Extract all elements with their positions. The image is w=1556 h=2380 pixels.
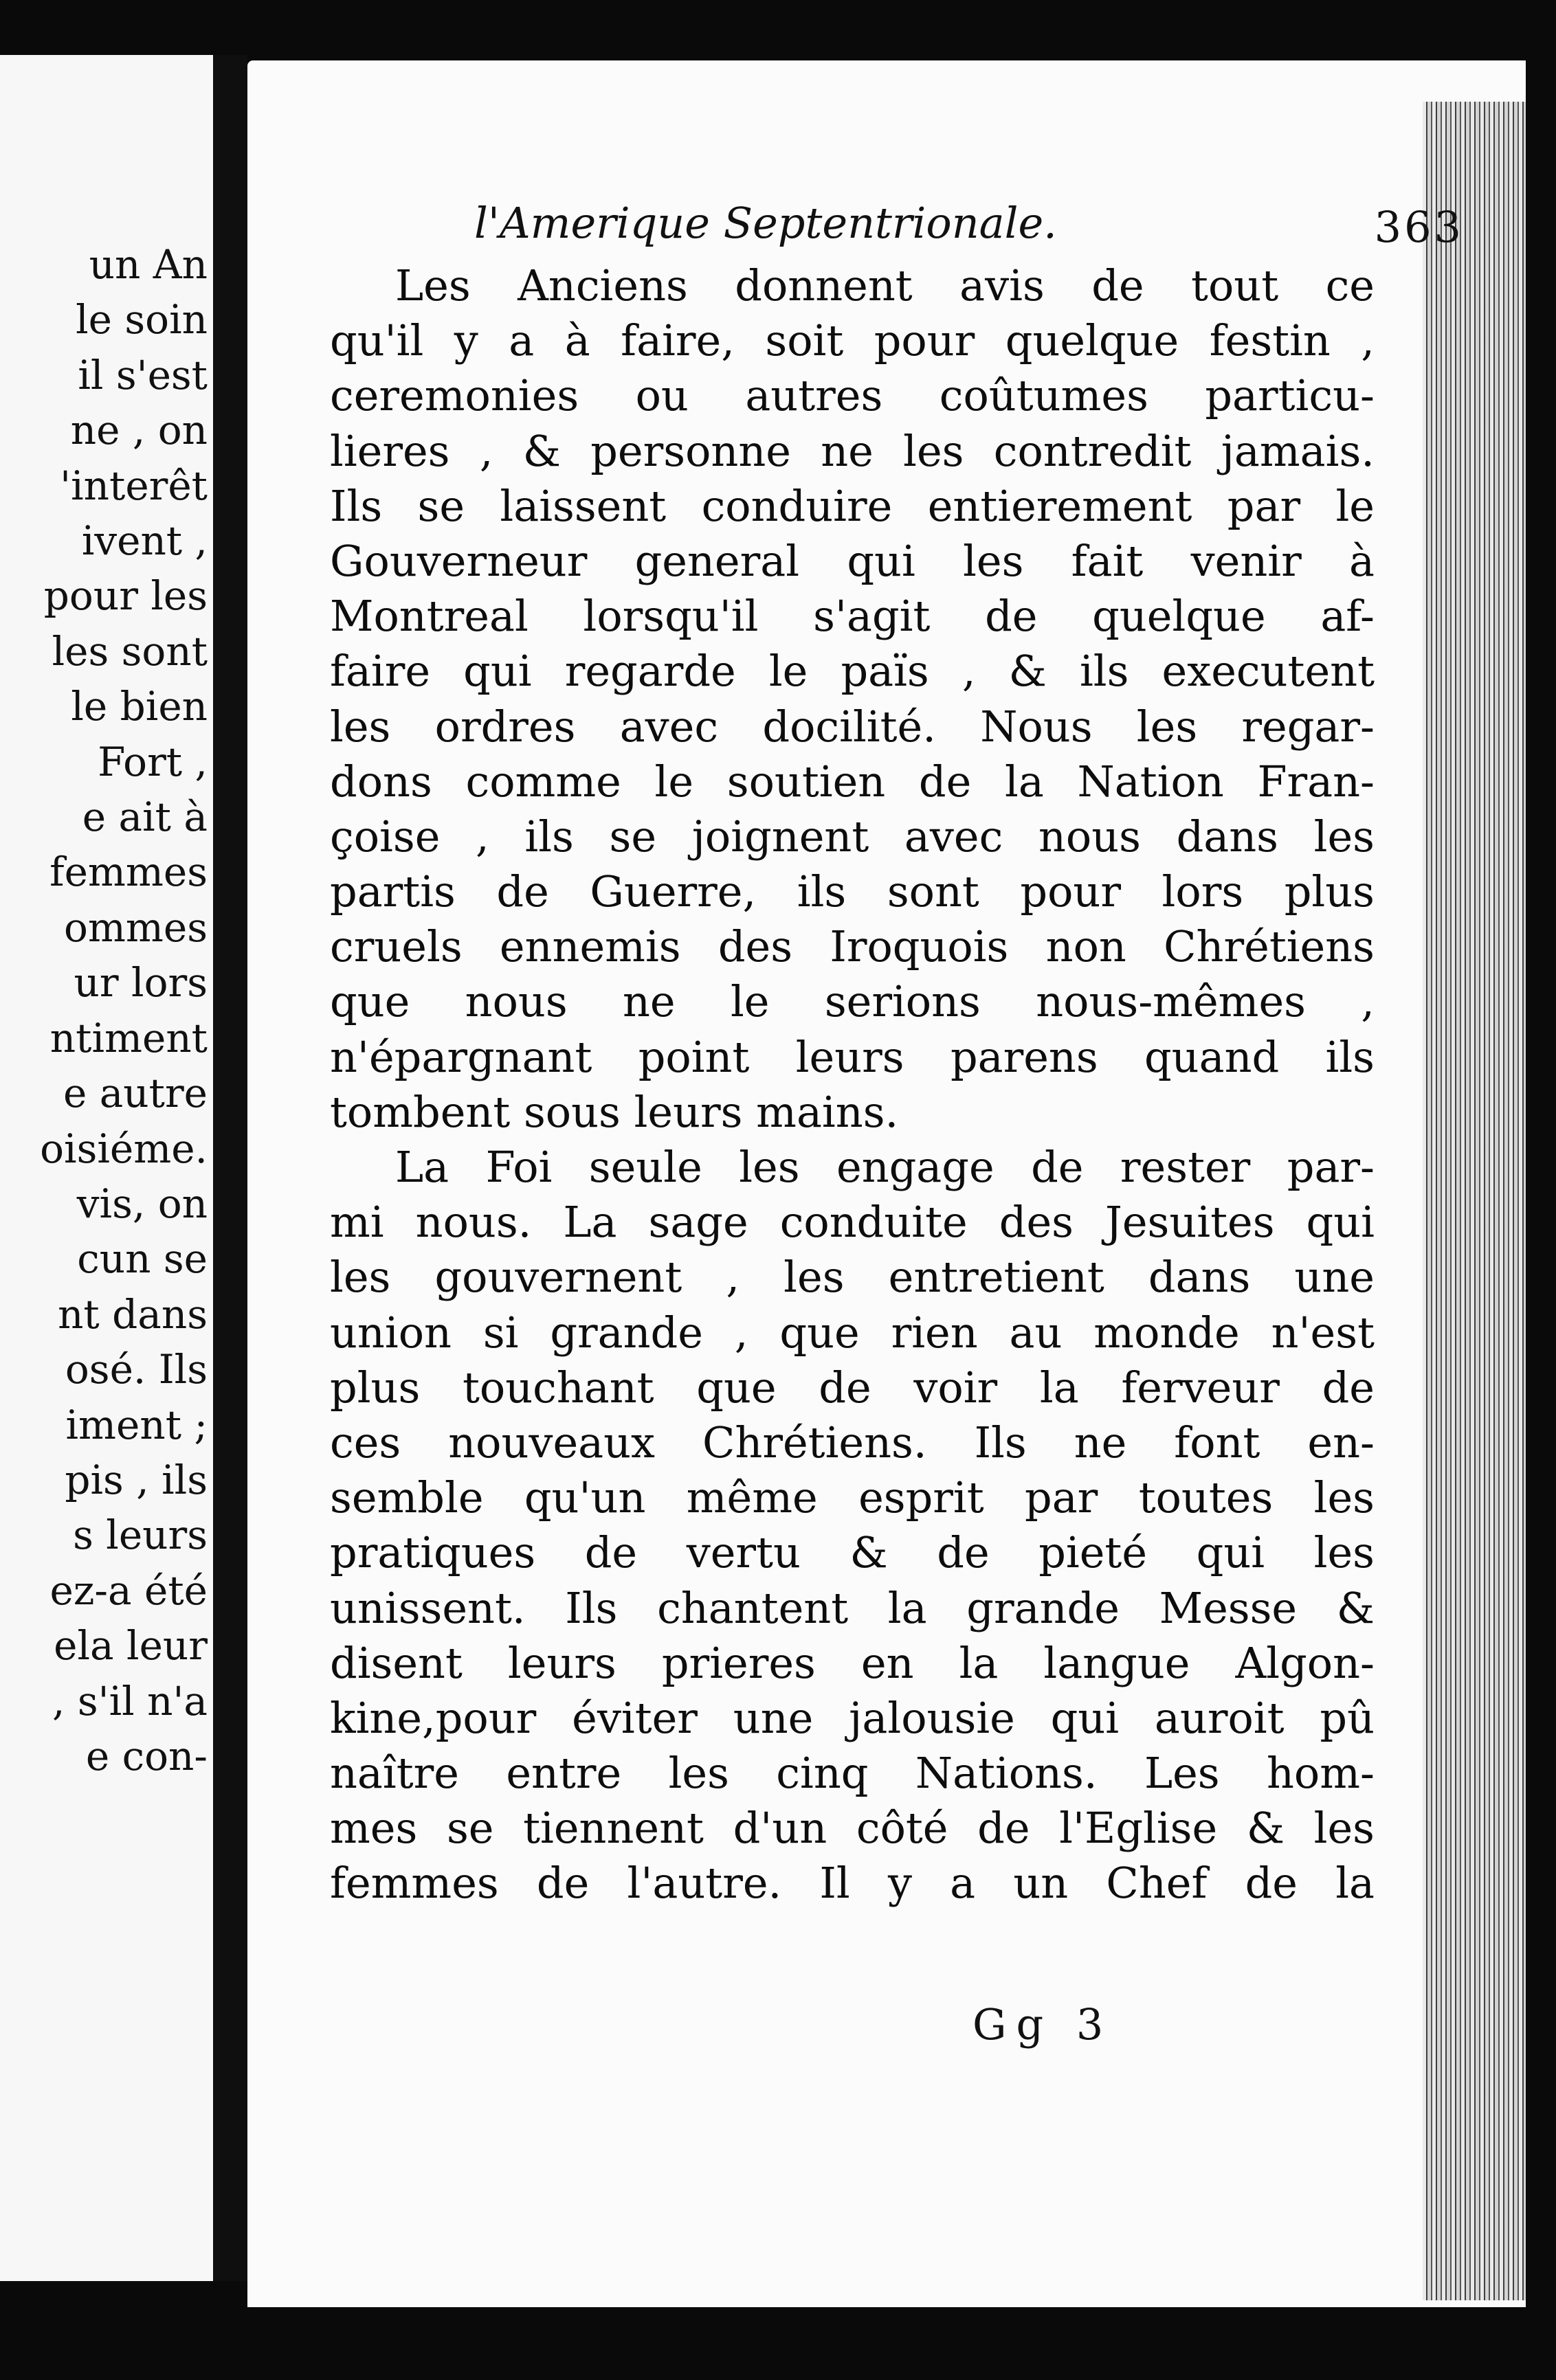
- left-line: , s'il n'a: [52, 1677, 208, 1725]
- left-line: e ait à: [82, 794, 208, 841]
- left-line: ez-a été: [49, 1567, 208, 1614]
- text-line: faire qui regarde le païs , & ils executent: [330, 646, 1375, 697]
- text-line: çoise , ils se joignent avec nous dans les: [330, 811, 1375, 862]
- left-line: nt dans: [58, 1290, 208, 1338]
- left-line: ne , on: [70, 407, 208, 454]
- text-line: les gouvernent , les entretient dans une: [330, 1252, 1375, 1303]
- left-line: pis , ils: [65, 1456, 208, 1503]
- left-line: le soin: [76, 296, 208, 344]
- left-line: les sont: [52, 627, 208, 675]
- text-line: femmes de l'autre. Il y a un Chef de la: [330, 1858, 1375, 1909]
- text-line: ceremonies ou autres coûtumes particu-: [330, 370, 1375, 421]
- left-line: il s'est: [78, 351, 208, 398]
- page-number: 363: [1374, 202, 1464, 252]
- right-page: [247, 60, 1526, 2307]
- text-line: mi nous. La sage conduite des Jesuites qui: [330, 1197, 1375, 1248]
- text-line: qu'il y a à faire, soit pour quelque festin ,: [330, 315, 1375, 366]
- left-line: oisiéme.: [40, 1125, 208, 1172]
- book-gutter: [213, 55, 247, 2281]
- text-line: n'épargnant point leurs parens quand ils: [330, 1031, 1375, 1082]
- text-line: disent leurs prieres en la langue Algon-: [330, 1637, 1375, 1688]
- left-line: ntiment: [49, 1014, 208, 1062]
- text-line: Montreal lorsqu'il s'agit de quelque af-: [330, 591, 1375, 642]
- text-line: Ils se laissent conduire entierement par le: [330, 480, 1375, 531]
- text-line: partis de Guerre, ils sont pour lors plus: [330, 866, 1375, 917]
- text-line: dons comme le soutien de la Nation Fran-: [330, 756, 1375, 807]
- left-line: ivent ,: [81, 517, 208, 565]
- left-line: s leurs: [73, 1512, 208, 1559]
- left-line: pour les: [43, 572, 208, 620]
- left-page-text: [40, 237, 208, 1784]
- running-head-title: l'Amerique Septentrionale.: [474, 198, 1057, 248]
- left-line: cun se: [77, 1235, 208, 1283]
- text-line: ces nouveaux Chrétiens. Ils ne font en-: [330, 1417, 1375, 1468]
- left-line: e con-: [85, 1732, 208, 1780]
- left-line: ela leur: [54, 1622, 208, 1670]
- text-line: kine,pour éviter une jalousie qui auroit pû: [330, 1692, 1375, 1743]
- text-line: La Foi seule les engage de rester par-: [395, 1142, 1375, 1192]
- text-line: Les Anciens donnent avis de tout ce: [395, 260, 1375, 311]
- left-page-fragment: [0, 55, 213, 2281]
- text-line: les ordres avec docilité. Nous les regar-: [330, 701, 1375, 752]
- body-text: [330, 258, 1375, 1911]
- text-line: tombent sous leurs mains.: [330, 1086, 899, 1137]
- left-line: ommes: [63, 903, 208, 951]
- text-line: lieres , & personne ne les contredit jamais.: [330, 425, 1375, 476]
- text-line: que nous ne le serions nous-mêmes ,: [330, 976, 1375, 1027]
- text-line: mes se tiennent d'un côté de l'Eglise & les: [330, 1803, 1375, 1854]
- running-head: [474, 198, 1464, 260]
- left-line: un An: [89, 241, 208, 288]
- text-line: Gouverneur general qui les fait venir à: [330, 535, 1375, 586]
- text-line: union si grande , que rien au monde n'est: [330, 1307, 1375, 1358]
- signature-mark: Gg 3: [972, 1999, 1113, 2050]
- left-line: e autre: [63, 1070, 208, 1117]
- text-line: naître entre les cinq Nations. Les hom-: [330, 1748, 1375, 1799]
- left-line: Fort ,: [98, 738, 208, 785]
- text-line: unissent. Ils chantent la grande Messe &: [330, 1582, 1375, 1633]
- text-line: semble qu'un même esprit par toutes les: [330, 1472, 1375, 1523]
- left-line: femmes: [49, 849, 208, 896]
- left-line: 'interêt: [60, 462, 208, 509]
- left-line: vis, on: [76, 1180, 208, 1227]
- left-line: iment ;: [65, 1401, 208, 1448]
- text-line: plus touchant que de voir la ferveur de: [330, 1362, 1375, 1413]
- left-line: osé. Ils: [65, 1346, 208, 1393]
- left-line: ur lors: [74, 959, 208, 1007]
- page-edges: [1423, 102, 1526, 2300]
- text-line: cruels ennemis des Iroquois non Chrétiens: [330, 921, 1375, 972]
- left-line: le bien: [71, 683, 208, 730]
- text-line: pratiques de vertu & de pieté qui les: [330, 1527, 1375, 1578]
